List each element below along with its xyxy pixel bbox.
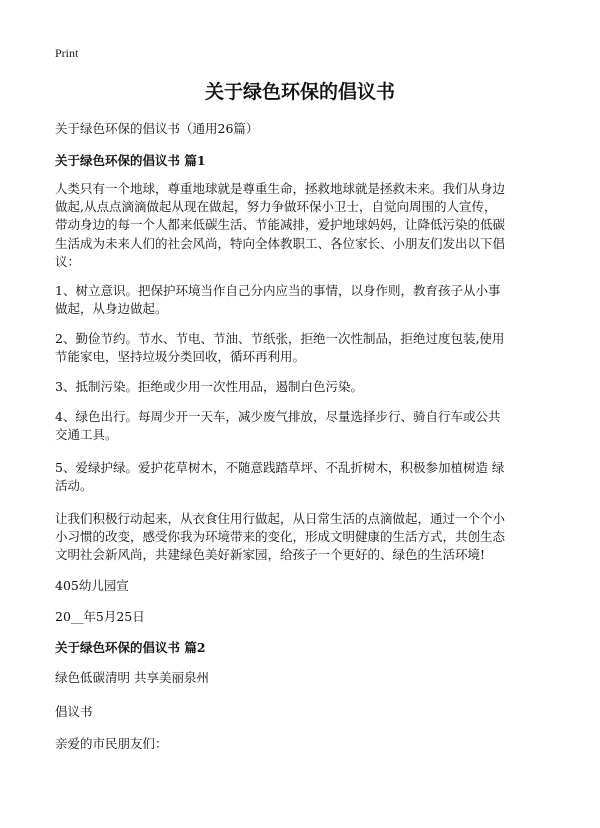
text-line: 做起,从点点滴滴做起从现在做起，努力争做环保小卫士，自觉向周围的人宣传， <box>55 199 497 215</box>
item-3-paragraph <box>55 378 555 396</box>
text-line: 交通工具。 <box>55 427 118 443</box>
text-line: 2、勤俭节约。节水、节电、节油、节纸张，拒绝一次性制品，拒绝过度包装,使用 <box>55 331 505 346</box>
greeting-line: 亲爱的市民朋友们： <box>55 736 168 751</box>
section-heading-1: 关于绿色环保的倡议书 篇1 <box>55 153 206 168</box>
item-5-paragraph <box>55 459 555 495</box>
section-heading-2: 关于绿色环保的倡议书 篇2 <box>55 640 206 655</box>
item-2-paragraph <box>55 330 555 366</box>
text-line: 议： <box>55 253 81 269</box>
text-line: 3、抵制污染。拒绝或少用一次性用品，遏制白色污染。 <box>55 379 363 394</box>
text-line: 带动身边的每一个人都来低碳生活、节能减排，爱护地球妈妈，让降低污染的低碳 <box>55 217 506 233</box>
text-line: 1、树立意识。把保护环境当作自己分内应当的事情，以身作则，教育孩子从小事 <box>55 283 501 298</box>
text-line: 生活成为未来人们的社会风尚，特向全体教职工、各位家长、小朋友们发出以下倡 <box>55 235 506 251</box>
document-subtitle: 关于绿色环保的倡议书（通用26篇） <box>55 121 259 136</box>
text-line: 5、爱绿护绿。爱护花草树木，不随意践踏草坪、不乱折树木，积极参加植树造 绿 <box>55 460 505 475</box>
document-title: 关于绿色环保的倡议书 <box>204 81 395 103</box>
text-line: 文明社会新风尚，共建绿色美好新家园，给孩子一个更好的、绿色的生活环境! <box>55 547 486 563</box>
date-line: 20__年5月25日 <box>55 609 145 624</box>
text-line: 让我们积极行动起来，从衣食住用行做起，从日常生活的点滴做起，通过一个个小 <box>55 511 506 526</box>
text-line: 人类只有一个地球，尊重地球就是尊重生命，拯救地球就是拯救未来。我们从身边 <box>55 181 506 196</box>
print-link[interactable]: Print <box>55 46 79 60</box>
item-4-paragraph <box>55 408 555 444</box>
text-line: 4、绿色出行。每周少开一天车，减少废气排放，尽量选择步行、骑自行车或公共 <box>55 409 501 424</box>
text-line: 做起，从身边做起。 <box>55 301 168 317</box>
intro-paragraph <box>55 180 555 271</box>
text-line: 小习惯的改变，感受你我为环境带来的变化，形成文明健康的生活方式，共创生态 <box>55 529 506 545</box>
item-1-paragraph <box>55 282 555 318</box>
proposal-label: 倡议书 <box>55 704 93 719</box>
closing-paragraph <box>55 510 555 565</box>
signature-line: 405幼儿园宣 <box>55 578 129 593</box>
slogan-line: 绿色低碳清明 共享美丽泉州 <box>55 670 209 685</box>
text-line: 节能家电，坚持垃圾分类回收，循环再利用。 <box>55 349 306 365</box>
text-line: 活动。 <box>55 478 93 494</box>
